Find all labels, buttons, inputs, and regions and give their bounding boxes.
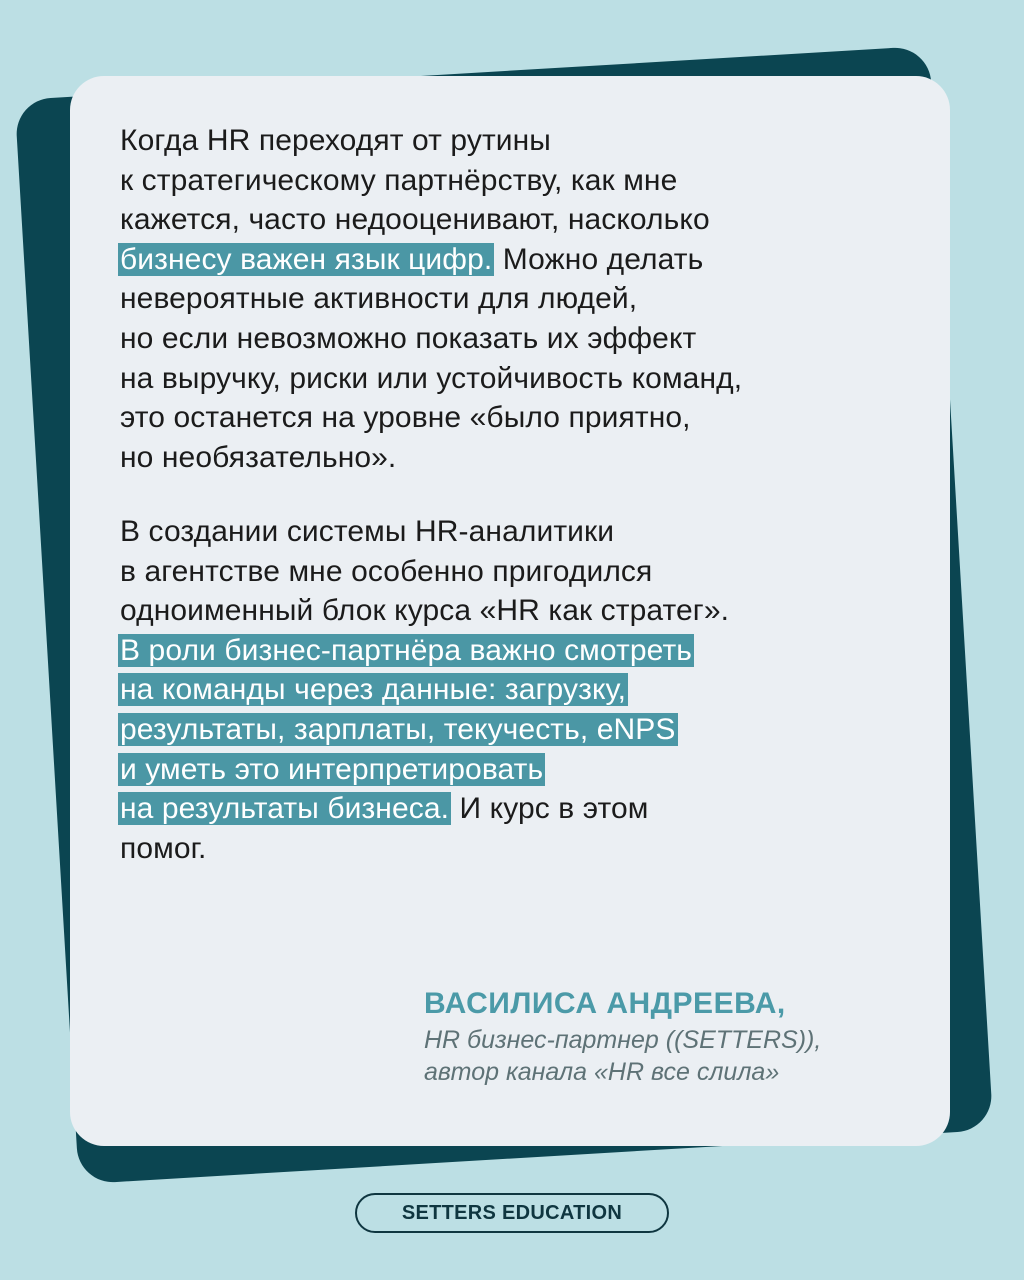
quote-line: Когда HR переходят от рутины — [120, 124, 551, 157]
highlighted-text: результаты, зарплаты, текучесть, eNPS — [120, 712, 676, 746]
quote-line: В создании системы HR-аналитики — [120, 515, 615, 548]
quote-text: Можно делать — [494, 242, 704, 276]
author-channel: автор канала «HR все слила» — [424, 1058, 780, 1086]
quote-line: невероятные активности для людей, — [120, 282, 638, 316]
author-role: HR бизнес-партнер ((SETTERS)), — [424, 1026, 822, 1054]
quote-text: И курс в этом — [451, 792, 649, 826]
quote-line: на выручку, риски или устойчивость команд, — [120, 361, 743, 395]
author-signature — [424, 984, 924, 1088]
highlighted-text: В роли бизнес-партнёра важно смотреть — [120, 633, 693, 667]
quote-paragraph-2 — [120, 512, 890, 868]
quote-paragraph-1 — [120, 121, 890, 477]
highlighted-text: бизнесу важен язык цифр. — [120, 242, 493, 276]
quote-line: кажется, часто недооценивают, насколько — [120, 203, 710, 237]
quote-line — [120, 750, 890, 790]
quote-line — [120, 631, 890, 671]
quote-line: в агентстве мне особенно пригодился — [120, 554, 653, 588]
brand-logo — [355, 1193, 669, 1233]
brand-logo-text: SETTERS EDUCATION — [401, 1201, 623, 1224]
author-name: ВАСИЛИСА АНДРЕЕВА, — [424, 987, 786, 1020]
quote-line — [120, 710, 890, 750]
highlighted-text: на результаты бизнеса. — [120, 792, 450, 826]
quote-line: но необязательно». — [120, 440, 397, 474]
quote-line: одноименный блок курса «HR как стратег». — [120, 594, 730, 628]
quote-line — [120, 789, 890, 829]
quote-line: но если невозможно показать их эффект — [120, 321, 697, 355]
quote-line: к стратегическому партнёрству, как мне — [120, 163, 678, 197]
highlighted-text: и уметь это интерпретировать — [120, 752, 544, 786]
quote-line: помог. — [120, 831, 207, 865]
highlighted-text: на команды через данные: загрузку, — [120, 673, 627, 707]
quote-line — [120, 240, 890, 280]
quote-line — [120, 670, 890, 710]
quote-line: это останется на уровне «было приятно, — [120, 401, 691, 435]
